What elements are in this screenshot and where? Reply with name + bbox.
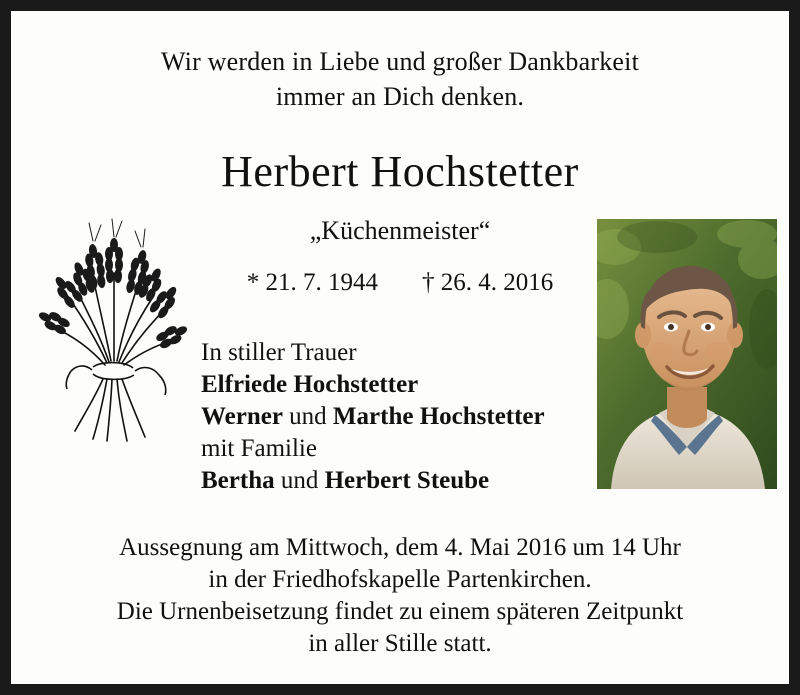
mourner-line-4-conjunction: und — [274, 467, 325, 494]
service-details — [11, 532, 789, 660]
mourner-line-2-part-2: Marthe Hochstetter — [332, 403, 545, 430]
wheat-sheaf-illustration — [19, 211, 204, 446]
mourners-block — [201, 337, 545, 497]
mourning-intro: In stiller Trauer — [201, 339, 357, 366]
mourner-line-1: Elfriede Hochstetter — [201, 371, 419, 398]
memorial-verse-line-2: immer an Dich denken. — [275, 82, 525, 112]
deceased-nickname: „Küchenmeister“ — [309, 216, 491, 245]
mourner-line-2-conjunction: und — [282, 403, 333, 430]
mourner-line-2 — [201, 401, 545, 433]
mourner-line-4-part-1: Bertha — [201, 467, 275, 494]
service-line-4: in aller Stille statt. — [308, 630, 492, 657]
mourner-line-4 — [201, 465, 545, 497]
birth-date: * 21. 7. 1944 — [246, 269, 378, 296]
death-date: † 26. 4. 2016 — [422, 269, 554, 296]
deceased-name: Herbert Hochstetter — [221, 147, 579, 196]
memorial-verse-line-1: Wir werden in Liebe und großer Dankbarkeit — [160, 47, 640, 76]
obituary-inner — [11, 11, 789, 684]
mourner-line-3: mit Familie — [201, 435, 317, 462]
service-line-2: in der Friedhofskapelle Partenkirchen. — [208, 566, 592, 593]
portrait-photo-of-deceased — [597, 219, 777, 489]
mourner-line-2-part-1: Werner — [201, 403, 283, 430]
service-line-3: Die Urnenbeisetzung findet zu einem späteren Zeitpunkt — [116, 598, 684, 625]
mourner-line-4-part-2: Herbert Steube — [324, 467, 490, 494]
memorial-verse — [11, 44, 789, 114]
service-line-1: Aussegnung am Mittwoch, dem 4. Mai 2016 um 14 Uhr — [119, 534, 681, 561]
